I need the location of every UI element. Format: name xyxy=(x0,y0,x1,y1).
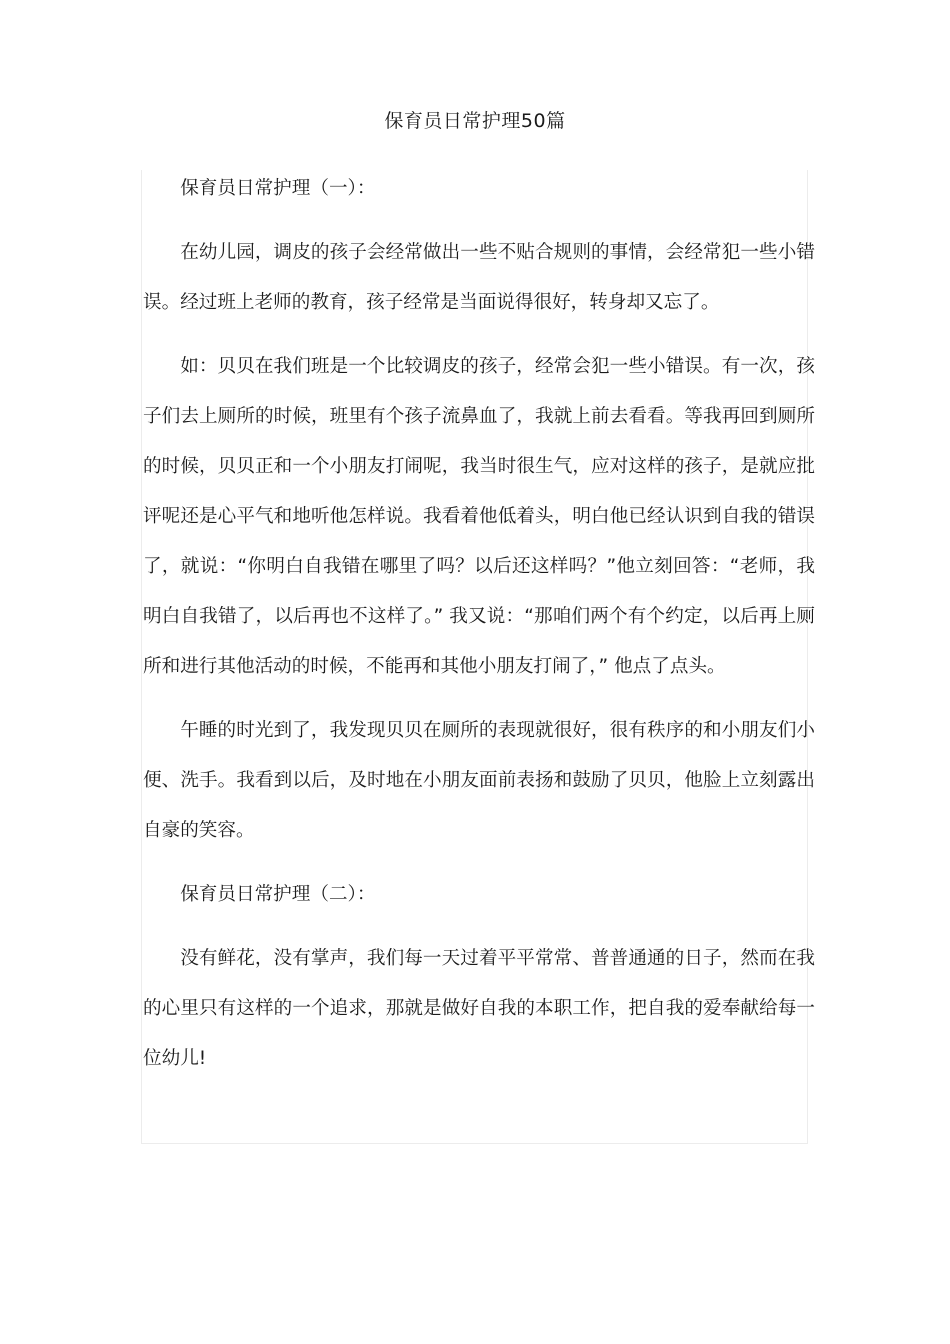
paragraph: 如：贝贝在我们班是一个比较调皮的孩子，经常会犯一些小错误。有一次，孩子们去上厕所的时候，班里有个孩子流鼻血了，我就上前去看看。等我再回到厕所的时候，贝贝正和一个小朋友打闹呢，我当时很生气，应对这样的孩子，是就应批评呢还是心平气和地听他怎样说。我看着他低着头，明白他已经认识到自我的错误了，就说：“你明白自我错在哪里了吗？以后还这样吗？”他立刻回答：“老师，我明白自我错了，以后再也不这样了。” 我又说：“那咱们两个有个约定，以后再上厕所和进行其他活动的时候，不能再和其他小朋友打闹了，” 他点了点头。 xyxy=(143,356,815,677)
section-heading: 保育员日常护理（一）： xyxy=(180,178,376,199)
paragraph: 在幼儿园，调皮的孩子会经常做出一些不贴合规则的事情，会经常犯一些小错误。经过班上老师的教育，孩子经常是当面说得很好，转身却又忘了。 xyxy=(143,242,815,313)
section-heading: 保育员日常护理（二）： xyxy=(180,884,376,905)
document-body xyxy=(143,164,815,1098)
page-title: 保育员日常护理50篇 xyxy=(384,110,566,132)
paragraph: 没有鲜花，没有掌声，我们每一天过着平平常常、普普通通的日子，然而在我的心里只有这样的一个追求，那就是做好自我的本职工作，把自我的爱奉献给每一位幼儿! xyxy=(143,948,815,1069)
paragraph: 午睡的时光到了，我发现贝贝在厕所的表现就很好，很有秩序的和小朋友们小便、洗手。我看到以后，及时地在小朋友面前表扬和鼓励了贝贝，他脸上立刻露出自豪的笑容。 xyxy=(143,720,815,841)
